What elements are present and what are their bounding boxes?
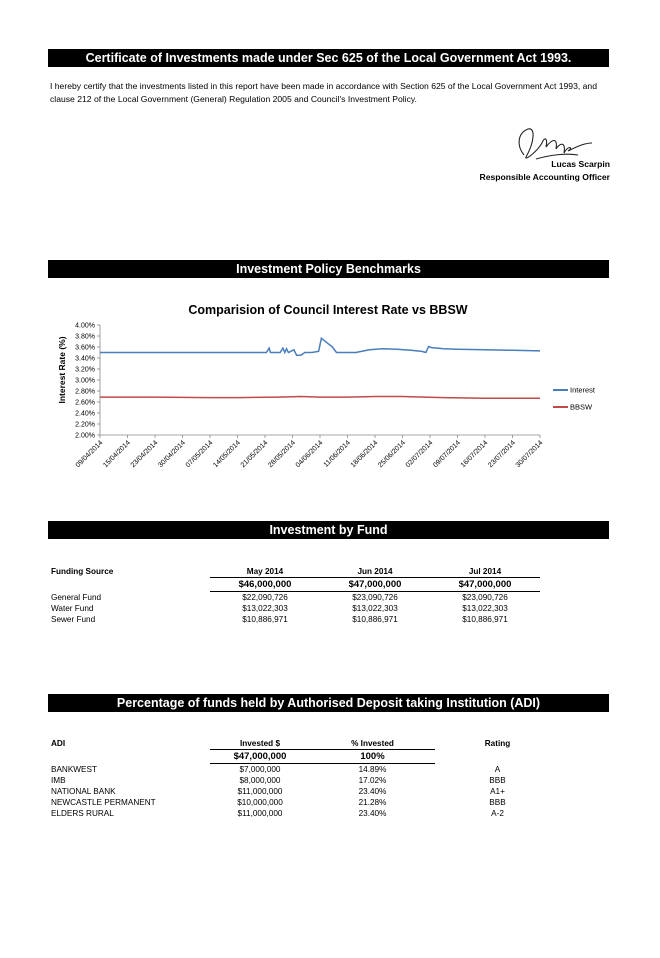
adi-name: BANKWEST bbox=[51, 764, 97, 774]
fund-value: $10,886,971 bbox=[242, 615, 288, 624]
table-row bbox=[50, 764, 560, 776]
series-line-bbsw bbox=[100, 397, 540, 399]
y-tick-label: 2.60% bbox=[75, 399, 95, 407]
x-tick-label: 16/07/2014 bbox=[459, 439, 490, 470]
adi-name: ELDERS RURAL bbox=[51, 809, 114, 818]
x-tick-label: 30/07/2014 bbox=[514, 439, 545, 470]
y-tick-label: 2.20% bbox=[75, 421, 95, 429]
chart-title: Comparision of Council Interest Rate vs BBSW bbox=[188, 303, 468, 317]
adi-name: IMB bbox=[51, 776, 66, 785]
x-tick-label: 23/04/2014 bbox=[129, 439, 160, 470]
x-tick-label: 02/07/2014 bbox=[404, 439, 435, 470]
fund-name: Water Fund bbox=[51, 604, 94, 613]
x-tick-label: 11/06/2014 bbox=[322, 439, 352, 469]
y-tick-label: 3.00% bbox=[75, 377, 95, 385]
y-tick-label: 2.00% bbox=[75, 432, 95, 440]
x-tick-label: 21/05/2014 bbox=[239, 439, 270, 470]
fund-header: Investment by Fund bbox=[48, 521, 609, 539]
adi-invested: $11,000,000 bbox=[237, 809, 283, 818]
adi-percent: 21.28% bbox=[358, 798, 387, 807]
x-tick-label: 30/04/2014 bbox=[157, 439, 187, 470]
y-tick-label: 3.60% bbox=[75, 344, 95, 352]
adi-col-invested: Invested $ bbox=[210, 738, 310, 750]
fund-value: $23,090,726 bbox=[352, 593, 398, 602]
y-tick-label: 3.80% bbox=[75, 333, 95, 341]
fund-name: General Fund bbox=[51, 592, 102, 602]
x-tick-label: 09/07/2014 bbox=[432, 439, 462, 470]
adi-percent: 23.40% bbox=[358, 809, 387, 818]
adi-invested: $8,000,000 bbox=[239, 776, 281, 785]
adi-col-rating: Rating bbox=[484, 739, 511, 749]
legend-label-bbsw: BBSW bbox=[570, 402, 593, 412]
adi-invested: $10,000,000 bbox=[237, 798, 283, 807]
fund-value: $13,022,303 bbox=[242, 604, 288, 613]
adi-rating: BBB bbox=[489, 798, 506, 807]
x-tick-label: 15/04/2014 bbox=[102, 439, 132, 470]
certificate-text: I hereby certify that the investments listed in this report have been made in accordance with Section 625 of the Local Government Act 1993, and clause 212 of the Local Government (General) Regulation 2005 and Council's Investment Policy. bbox=[50, 81, 597, 104]
signatory-title: Responsible Accounting Officer bbox=[479, 172, 610, 182]
fund-col-may: May 2014 bbox=[210, 566, 320, 578]
adi-invested: $11,000,000 bbox=[237, 787, 283, 796]
fund-total-jun: $47,000,000 bbox=[320, 578, 430, 592]
adi-header: Percentage of funds held by Authorised Deposit taking Institution (ADI) bbox=[48, 694, 609, 712]
adi-name: NEWCASTLE PERMANENT bbox=[51, 798, 156, 807]
x-tick-label: 25/06/2014 bbox=[377, 439, 407, 470]
fund-col-source: Funding Source bbox=[51, 567, 114, 577]
x-tick-label: 09/04/2014 bbox=[74, 439, 105, 470]
adi-total-percent: 100% bbox=[310, 750, 435, 764]
x-tick-label: 28/05/2014 bbox=[267, 439, 297, 470]
adi-col-percent: % Invested bbox=[310, 738, 435, 750]
table-row bbox=[50, 808, 560, 819]
y-tick-label: 2.80% bbox=[75, 388, 95, 396]
table-row bbox=[50, 603, 540, 614]
adi-total-invested: $47,000,000 bbox=[210, 750, 310, 764]
series-line-interest bbox=[100, 338, 540, 355]
adi-percent: 23.40% bbox=[358, 787, 387, 796]
adi-percent: 17.02% bbox=[358, 776, 387, 785]
table-row bbox=[50, 614, 540, 625]
adi-rating: A1+ bbox=[490, 787, 505, 796]
fund-name: Sewer Fund bbox=[51, 615, 96, 624]
adi-percent: 14.89% bbox=[358, 765, 387, 774]
interest-rate-chart bbox=[48, 290, 610, 490]
table-row bbox=[50, 775, 560, 786]
benchmarks-header: Investment Policy Benchmarks bbox=[48, 260, 609, 278]
signatory-name: Lucas Scarpin bbox=[551, 159, 610, 169]
fund-value: $13,022,303 bbox=[352, 604, 398, 613]
x-tick-label: 04/06/2014 bbox=[294, 439, 325, 470]
adi-rating: BBB bbox=[489, 776, 506, 785]
fund-table bbox=[50, 566, 540, 625]
table-row bbox=[50, 786, 560, 797]
fund-value: $23,090,726 bbox=[462, 593, 508, 602]
adi-name: NATIONAL BANK bbox=[51, 787, 116, 796]
legend-label-interest: Interest bbox=[570, 385, 596, 395]
adi-invested: $7,000,000 bbox=[239, 765, 281, 774]
adi-rating: A-2 bbox=[491, 809, 504, 818]
x-tick-label: 23/07/2014 bbox=[487, 439, 517, 470]
fund-value: $13,022,303 bbox=[462, 604, 508, 613]
fund-total-jul: $47,000,000 bbox=[430, 578, 540, 592]
fund-total-may: $46,000,000 bbox=[210, 578, 320, 592]
fund-value: $10,886,971 bbox=[352, 615, 398, 624]
y-tick-label: 2.40% bbox=[75, 410, 95, 418]
fund-value: $10,886,971 bbox=[462, 615, 508, 624]
y-tick-label: 3.40% bbox=[75, 355, 95, 363]
x-tick-label: 18/06/2014 bbox=[349, 439, 380, 470]
fund-value: $22,090,726 bbox=[242, 593, 288, 602]
fund-col-jul: Jul 2014 bbox=[430, 566, 540, 578]
table-row bbox=[50, 592, 540, 604]
y-axis-label: Interest Rate (%) bbox=[57, 336, 67, 404]
certificate-header: Certificate of Investments made under Sec 625 of the Local Government Act 1993. bbox=[48, 49, 609, 67]
x-tick-label: 14/05/2014 bbox=[212, 439, 242, 470]
adi-rating: A bbox=[494, 764, 501, 774]
y-tick-label: 4.00% bbox=[75, 322, 95, 330]
adi-table bbox=[50, 738, 560, 819]
x-tick-label: 07/05/2014 bbox=[184, 439, 215, 470]
adi-col-name: ADI bbox=[51, 739, 66, 749]
y-tick-label: 3.20% bbox=[75, 366, 95, 374]
fund-col-jun: Jun 2014 bbox=[320, 566, 430, 578]
table-row bbox=[50, 797, 560, 808]
